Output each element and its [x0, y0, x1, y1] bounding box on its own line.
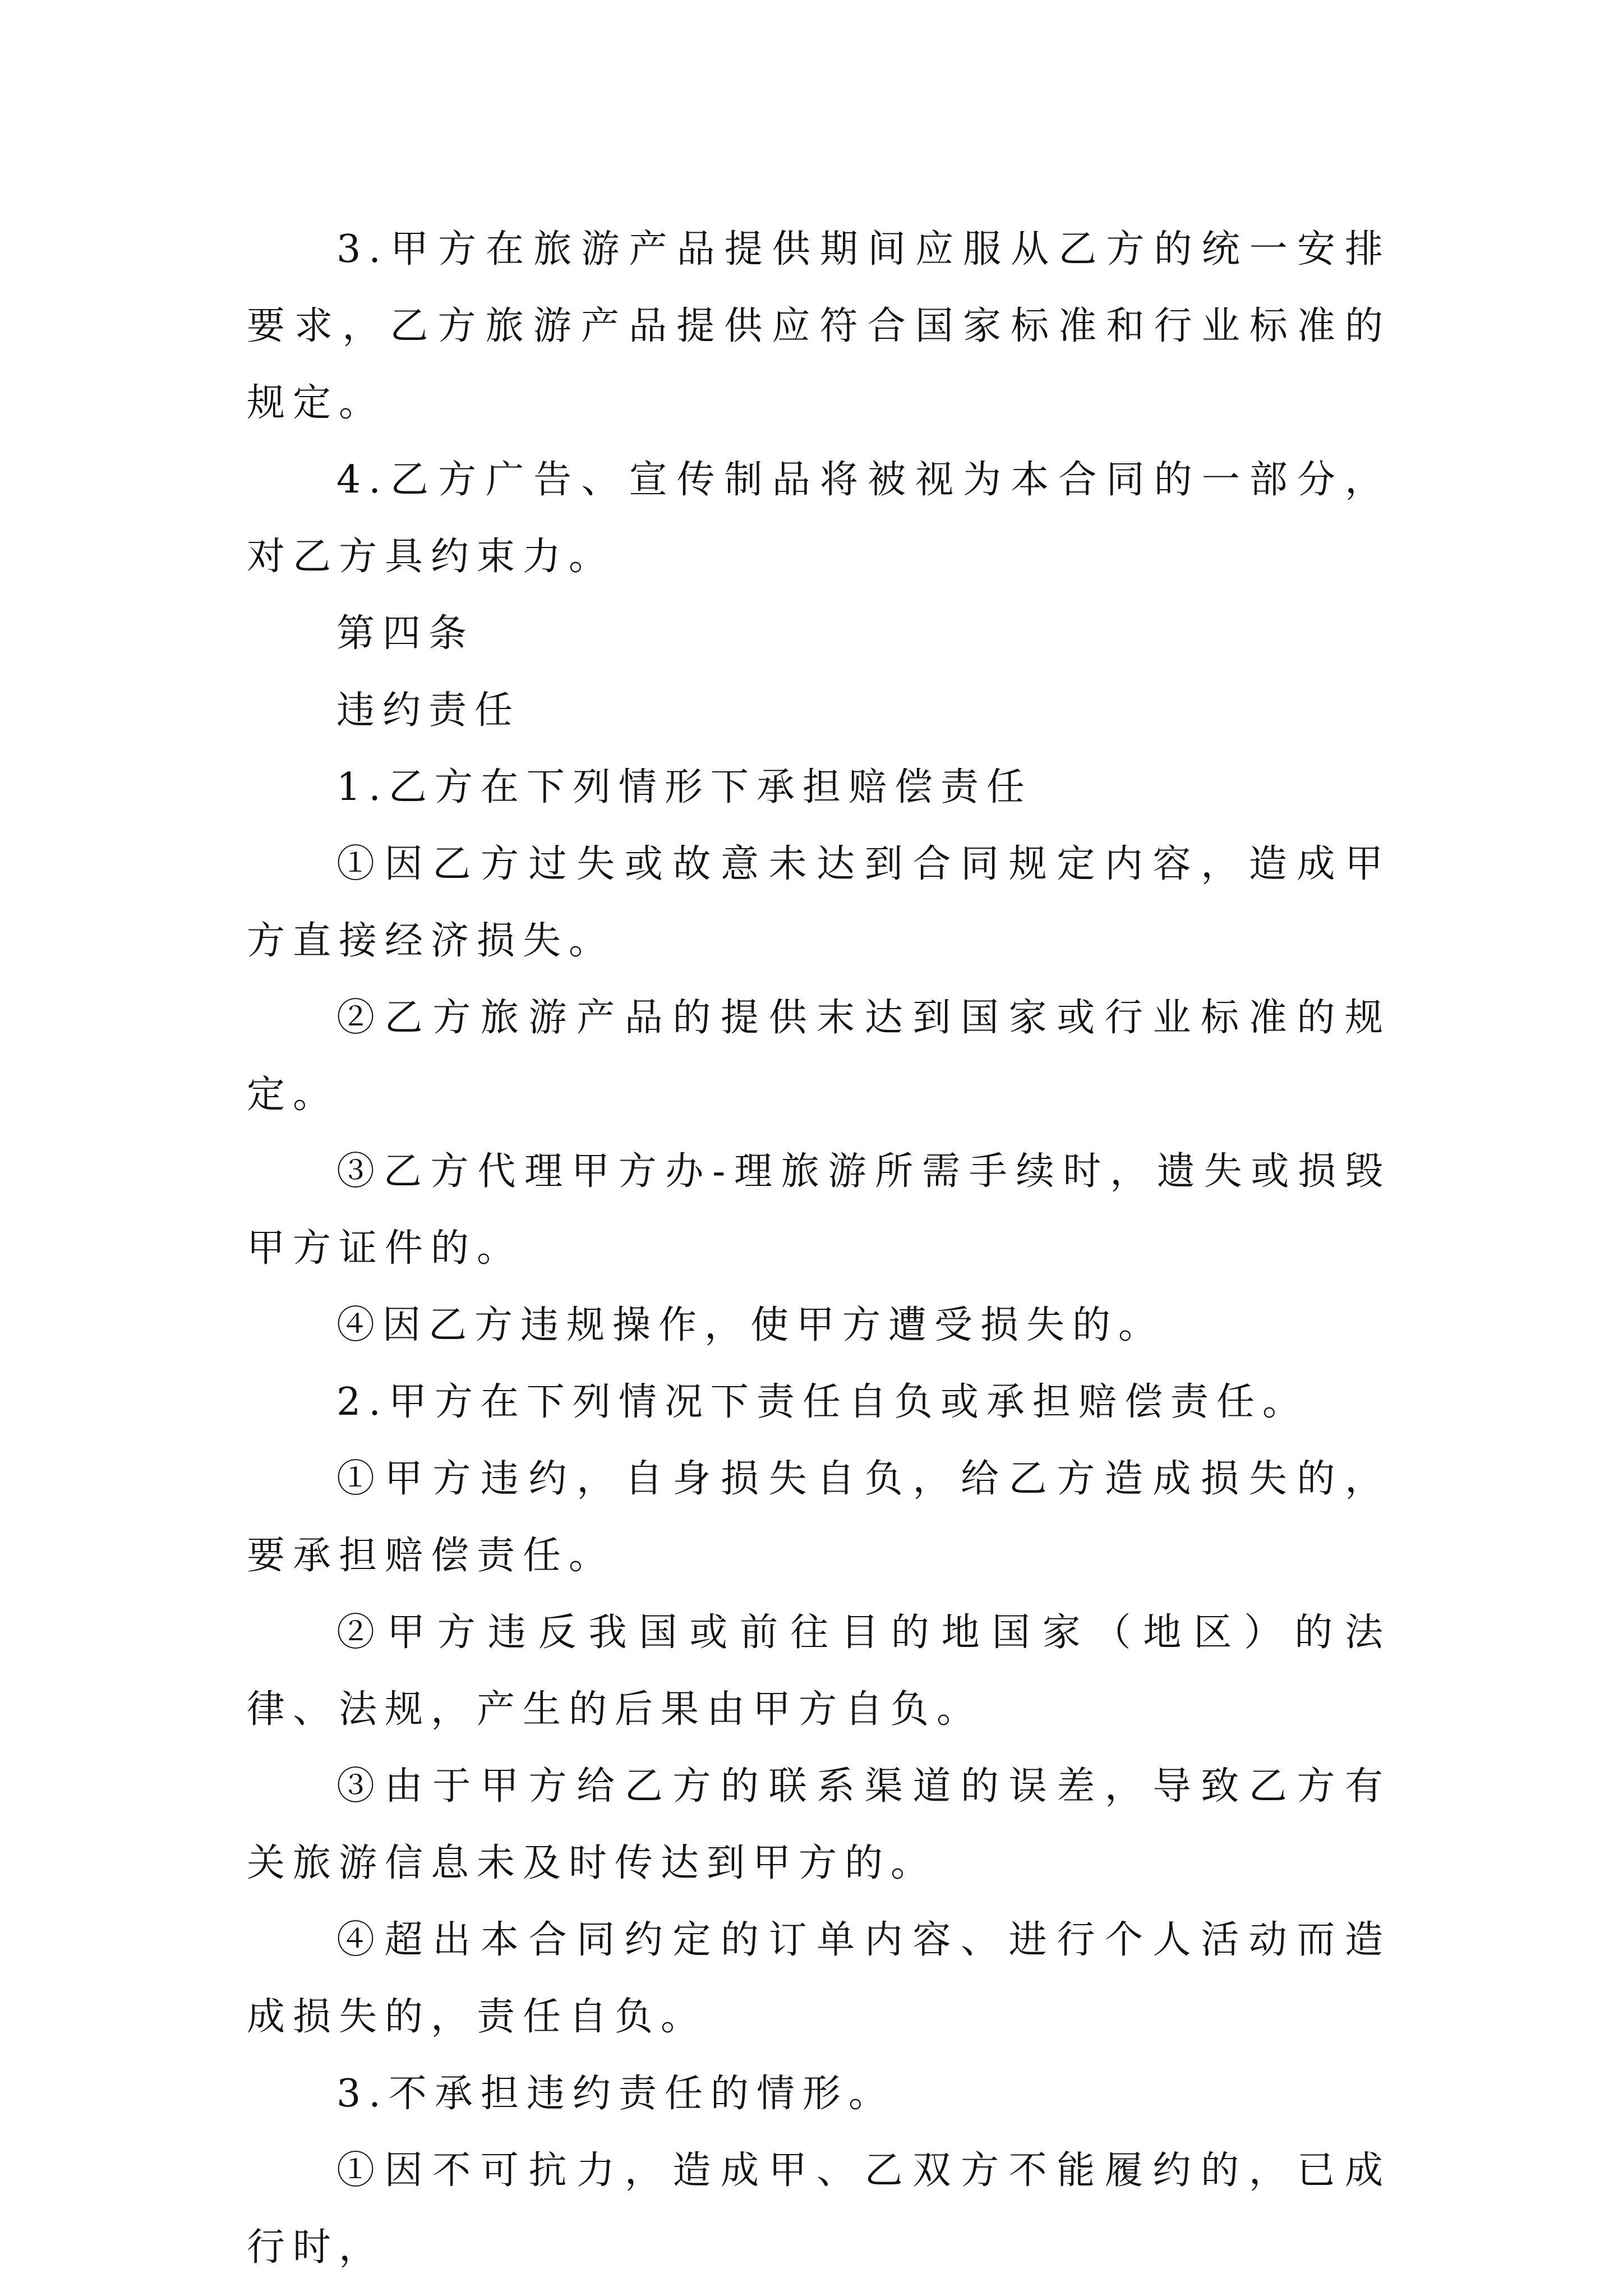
article-number-heading: 第四条 [336, 611, 475, 656]
list-item-4-2-d: ④超出本合同约定的订单内容、进行个人活动而造成损失的，责任自负。 [247, 1918, 1391, 2039]
paragraph-clause-4-2: 2.甲方在下列情况下责任自负或承担赔偿责任。 [336, 1380, 1308, 1424]
list-item-4-1-d: ④因乙方违规操作，使甲方遭受损失的。 [336, 1303, 1165, 1347]
list-item-4-2-b: ②甲方违反我国或前往目的地国家（地区）的法律、法规，产生的后果由甲方自负。 [247, 1611, 1391, 1732]
paragraph-clause-4-3: 3.不承担违约责任的情形。 [336, 2072, 895, 2116]
list-item-4-3-a: ①因不可抗力，造成甲、乙双方不能履约的，已成行时， [247, 2148, 1391, 2270]
list-item-4-2-c: ③由于甲方给乙方的联系渠道的误差，导致乙方有关旅游信息未及时传达到甲方的。 [247, 1764, 1391, 1885]
paragraph-clause-3-4: 4.乙方广告、宣传制品将被视为本合同的一部分，对乙方具约束力。 [247, 458, 1391, 579]
list-item-4-2-a: ①甲方违约，自身损失自负，给乙方造成损失的，要承担赔偿责任。 [247, 1457, 1391, 1578]
paragraph-clause-4-1: 1.乙方在下列情形下承担赔偿责任 [336, 765, 1032, 809]
document-body [247, 211, 1391, 2286]
list-item-4-1-c: ③乙方代理甲方办-理旅游所需手续时，遗失或损毁甲方证件的。 [247, 1149, 1391, 1271]
paragraph-clause-3-3: 3.甲方在旅游产品提供期间应服从乙方的统一安排要求，乙方旅游产品提供应符合国家标准和行业标准的规定。 [247, 227, 1391, 425]
list-item-4-1-b: ②乙方旅游产品的提供末达到国家或行业标准的规定。 [247, 996, 1391, 1117]
list-item-4-1-a: ①因乙方过失或故意未达到合同规定内容，造成甲方直接经济损失。 [247, 842, 1391, 963]
article-title-heading: 违约责任 [336, 688, 521, 733]
